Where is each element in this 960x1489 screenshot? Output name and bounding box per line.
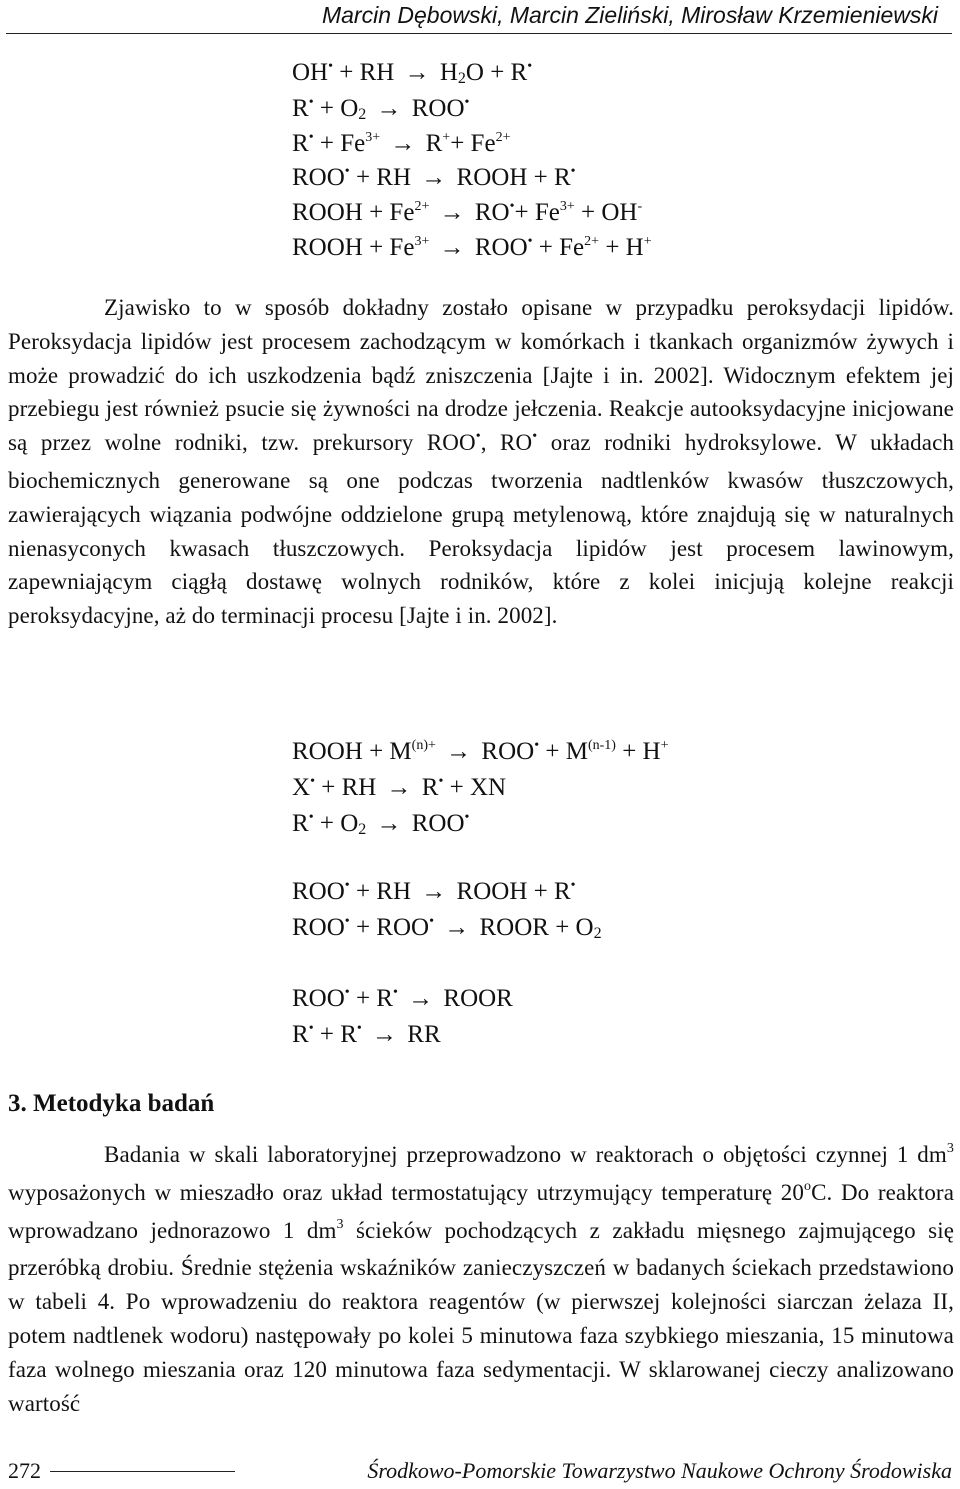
equation-3: $R^• + Fe^{3+} \to R^++ Fe^{2+}$ [292,130,511,157]
equation-7: ROOH + $M^{(n)+} \to ROO^• + M^{(n-1)} + H^+$ [292,738,669,765]
section-heading: 3. Metodyka badań [8,1090,215,1117]
page-number: 272 [8,1458,41,1483]
equation-13: R• + R• → RR [292,1021,441,1048]
equation-2: $R^• + O_2 \to ROO^•$ [292,95,470,123]
equation-9: $R^• + O_2 \to ROO^•$ [292,810,470,838]
equation-11: ROO• + ROO• → ROOR + $O_2$ [292,914,602,942]
equation-6: ROOH + $Fe^{3+} \to ROO^• + Fe^{2+} + H^+$ [292,234,652,261]
body-paragraph-1: Zjawisko to w sposób dokładny zostało opisane w przypadku peroksydacji lipidów. Peroksydacja lipidów jest procesem zachodzącym w komórkach i tkankach organizmów żywych i może prowadzić do ich uszkodzenia bądź zniszczenia [Jajte i in. 2002]. Widocznym efektem jej przebiegu jest również psucie się żywności na drodze jełczenia. Reakcje autooksydacyjne inicjowane są przez wolne rodniki, tzw. prekursory ROO•, RO• oraz rodniki hydroksylowe. W układach biochemicznych generowane są one podczas tworzenia nadtlenków kwasów tłuszczowych, zawierających wiązania podwójne oddzielone grupą metylenową, które znajdują się w naturalnych nienasyconych kwasach tłuszczowych. Peroksydacja lipidów jest procesem lawinowym, zapewniającym ciągłą dostawę wolnych rodników, które z kolei inicjują kolejne reakcji peroksydacyjne, aż do terminacji procesu [Jajte i in. 2002]. [8,295,954,629]
equation-12: ROO• + R• → ROOR [292,985,513,1012]
equation-4: ROO• + RH → ROOH + R• [292,164,576,191]
footer-society: Środkowo-Pomorskie Towarzystwo Naukowe Ochrony Środowiska [367,1458,952,1483]
running-header: Marcin Dębowski, Marcin Zieliński, Mirosław Krzemieniewski [321,2,938,28]
equation-10: ROO• + RH → ROOH + R• [292,878,576,905]
equation-5: ROOH + $Fe^{2+} \to RO^•+ Fe^{3+} + OH^-$ [292,199,643,226]
footer-divider [50,1471,235,1472]
equation-1: OH• + RH → $H_2O + R^•$ [292,59,533,87]
header-divider [6,33,952,34]
body-paragraph-2: Badania w skali laboratoryjnej przeprowadzono w reaktorach o objętości czynnej 1 $dm^3$ wyposażonych w mieszadło oraz układ termostatujący utrzymujący temperaturę 20$^o$C. Do reaktora wprowadzano jednorazowo 1 $dm^3$ ścieków pochodzących z zakładu mięsnego zajmującego się przeróbką drobiu. Średnie stężenia wskaźników zanieczyszczeń w badanych ściekach przedstawiono w tabeli 4. Po wprowadzeniu do reaktora reagentów (w pierwszej kolejności siarczan żelaza II, potem nadtlenek wodoru) następowały po kolei 5 minutowa faza szybkiego mieszania, 15 minutowa faza wolnego mieszania oraz 120 minutowa faza sedymentacji. W sklarowanej cieczy analizowano wartość [8,1141,955,1416]
equation-8: X• + RH → R• + XN [292,774,507,801]
